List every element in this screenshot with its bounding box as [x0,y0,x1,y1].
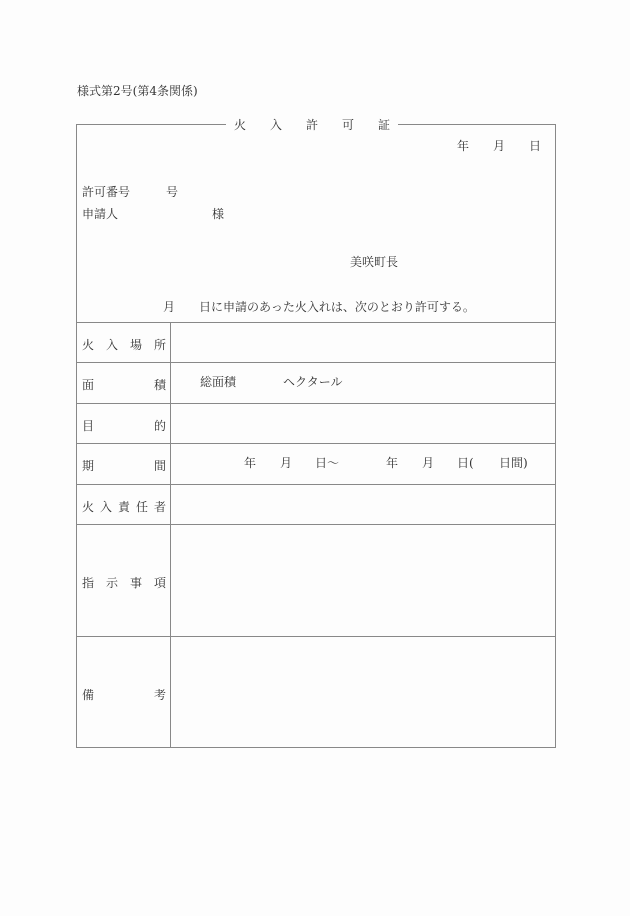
period-end-year: 年 [386,456,399,470]
title-char: 火 [234,117,247,132]
label-char: 考 [153,688,166,702]
period-end-day: 日( [457,456,474,470]
row-label-period [82,457,166,474]
label-char: 項 [153,576,166,590]
label-char: 的 [153,419,166,433]
label-column-divider [170,322,171,748]
instructions-field[interactable] [176,530,552,630]
label-char: 火 [82,338,95,352]
responsible-person-field[interactable] [176,498,552,512]
label-char: 目 [82,419,95,433]
table-divider [76,524,556,525]
label-char: 指 [82,576,95,590]
title-char: 証 [377,117,390,132]
area-total-label: 総面積 [200,375,237,389]
row-label-area [82,376,166,393]
row-label-burn-location [82,336,166,353]
permit-number-label: 許可番号 [82,185,131,199]
label-char: 責 [117,500,130,514]
issue-date-month: 月 [493,139,506,153]
title-char: 可 [341,117,354,132]
label-char: 者 [153,500,166,514]
area-unit-hectare: ヘクタール [283,375,343,389]
form-number-label: 様式第2号(第4条関係) [77,84,198,98]
title-char: 許 [305,117,318,132]
table-divider [76,636,556,637]
label-char: 期 [82,459,95,473]
row-label-remarks [82,686,166,703]
issue-date-day: 日 [529,139,542,153]
label-char: 入 [105,338,118,352]
period-start-month: 月 [280,456,293,470]
burn-location-field[interactable] [176,336,552,350]
issue-date-year: 年 [457,139,470,153]
table-divider [76,403,556,404]
label-char: 火 [82,500,95,514]
table-divider [76,484,556,485]
label-char: 任 [135,500,148,514]
title-char: 入 [269,117,282,132]
statement-text: 日に申請のあった火入れは、次のとおり許可する。 [199,300,475,314]
applicant-label: 申請人 [82,207,119,221]
row-label-instructions [82,574,166,591]
period-start-year: 年 [244,456,257,470]
period-start-day: 日〜 [315,456,340,470]
purpose-field[interactable] [176,417,552,431]
label-char: 面 [82,378,95,392]
certificate-title [226,116,398,132]
period-duration-days: 日間) [499,456,528,470]
label-char: 積 [153,378,166,392]
label-char: 事 [129,576,142,590]
label-char: 備 [82,688,95,702]
label-char: 場 [129,338,142,352]
label-char: 所 [153,338,166,352]
applicant-honorific: 様 [212,207,225,221]
label-char: 入 [99,500,112,514]
row-label-responsible-person [82,498,166,515]
permit-number-suffix: 号 [166,185,179,199]
row-label-purpose [82,417,166,434]
period-end-month: 月 [422,456,435,470]
issuer-name: 美咲町長 [350,255,399,269]
table-divider [76,322,556,323]
label-char: 示 [105,576,118,590]
label-char: 間 [153,459,166,473]
table-divider [76,443,556,444]
table-divider [76,362,556,363]
remarks-field[interactable] [176,642,552,742]
statement-month: 月 [163,300,176,314]
